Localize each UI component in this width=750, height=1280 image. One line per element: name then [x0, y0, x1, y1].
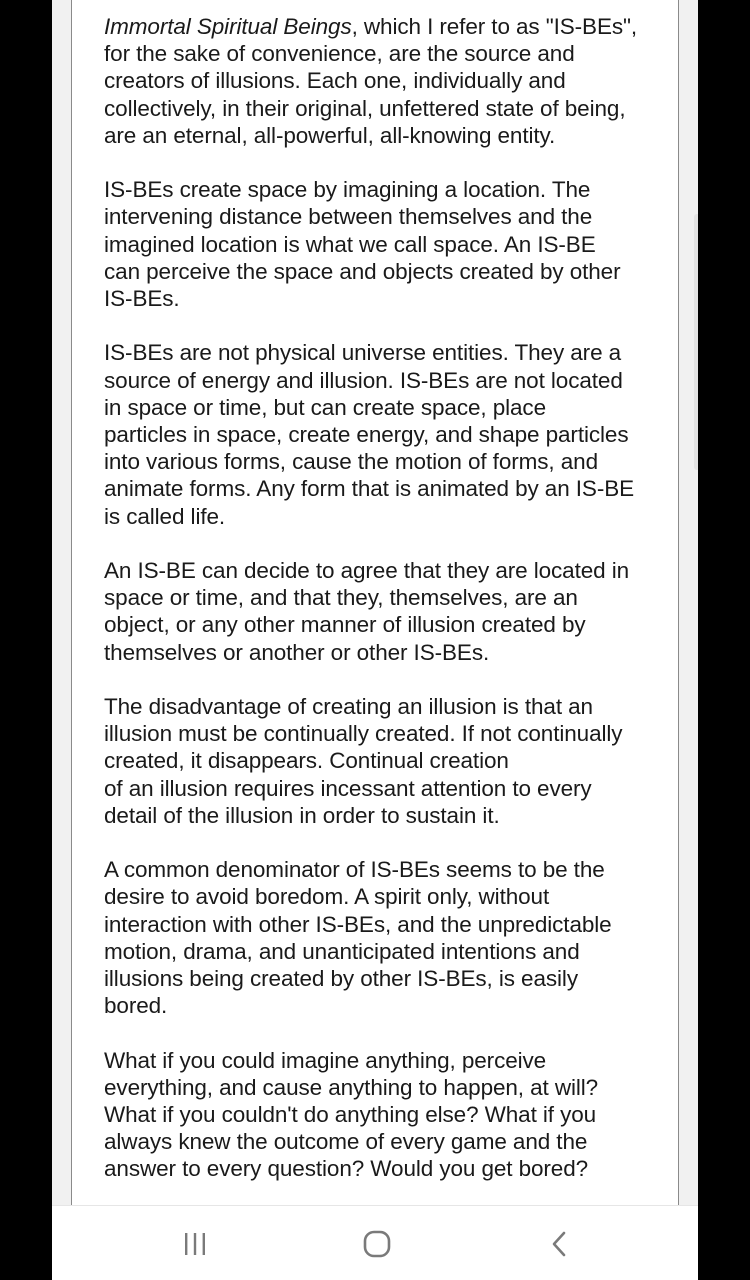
- home-icon: [363, 1230, 391, 1258]
- back-icon: [549, 1231, 569, 1257]
- document-viewer[interactable]: [52, 0, 698, 1205]
- paragraph-1: [104, 13, 676, 149]
- recent-apps-button[interactable]: [155, 1206, 235, 1280]
- paragraph-3: IS-BEs are not physical universe entities. They are a source of energy and illusion. IS-BEs are not located in space or time, but can create space, place particles in space, create energy, and shape particles into various forms, cause the motion of forms, and animate forms. Any form that is animated by an IS-BE is called life.: [104, 340, 635, 529]
- scrollbar-thumb[interactable]: [694, 214, 698, 470]
- paragraph-2: IS-BEs create space by imagining a location. The intervening distance between themselves and the imagined location is what we call space. An IS-BE can perceive the space and objects created by other IS-BEs.: [104, 177, 621, 312]
- paragraph-6: A common denominator of IS-BEs seems to be the desire to avoid boredom. A spirit only, without interaction with other IS-BEs, and the unpredictable motion, drama, and unanticipated intentions and illusions being created by other IS-BEs, is easily bored.: [104, 857, 612, 1019]
- home-button[interactable]: [337, 1206, 417, 1280]
- paragraph-text: , which I refer to as "IS-BEs", for the sake of convenience, are the source and creators of illusions. Each one, individually and collectively, in their original, unfettered state of being, are an eternal, all-powerful, all-knowing entity.: [104, 14, 638, 148]
- back-button[interactable]: [519, 1206, 599, 1280]
- navigation-bar: [52, 1205, 698, 1280]
- paragraph-4: An IS-BE can decide to agree that they are located in space or time, and that they, themselves, are an object, or any other manner of illusion created by themselves or another or other IS-BEs.: [104, 558, 630, 665]
- document-content: [104, 13, 676, 1205]
- document-page: [71, 0, 679, 1205]
- recent-apps-icon: [182, 1232, 208, 1256]
- italic-lead: Immortal Spiritual Beings: [104, 14, 352, 39]
- paragraph-5: The disadvantage of creating an illusion is that an illusion must be continually created. If not continually created, it disappears. Continual creation of an illusion requires incessant attention to every detail of the illusion in order to sustain it.: [104, 694, 623, 828]
- paragraph-7: What if you could imagine anything, perceive everything, and cause anything to happen, at will? What if you couldn't do anything else? What if you always knew the outcome of every game and the answer to every question? Would you get bored?: [104, 1047, 599, 1182]
